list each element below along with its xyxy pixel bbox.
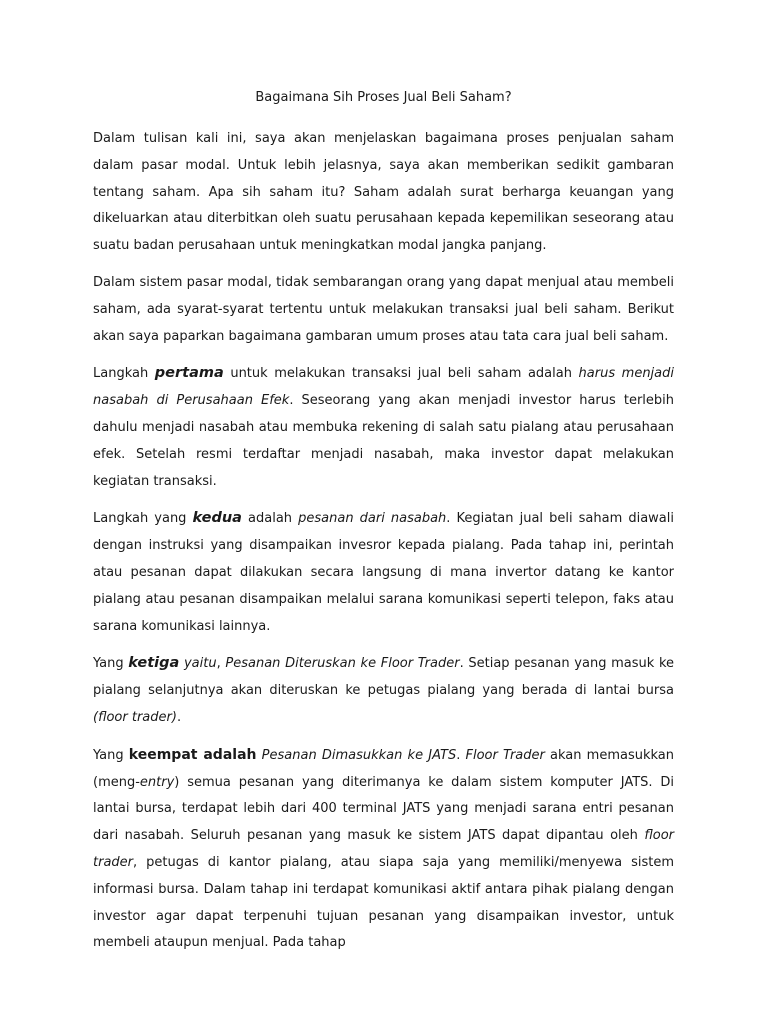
step-two-italic: pesanan dari nasabah — [298, 511, 447, 527]
step-three-comma: , — [216, 656, 226, 672]
step-two-rest: . Kegiatan jual beli saham diawali dengan instruksi yang disampaikan invesror kepada pialang. Pada tahap ini, perintah atau pesanan dapat dilakukan secara langsung di mana invertor datang ke kantor pialang atau pesanan disampaikan melalui sarana komunikasi seperti telepon, faks atau sarana komunikasi lainnya. — [93, 511, 674, 634]
step-three-end: . — [176, 709, 182, 725]
step-four-lead: Yang — [93, 747, 129, 763]
step-four-rest: , petugas di kantor pialang, atau siapa saja yang memiliki/menyewa sistem informasi bursa. Dalam tahap ini terdapat komunikasi aktif antara pihak pialang dengan investor agar dapat terpenuhi tujuan pesanan yang disampaikan investor, untuk membeli ataupun menjual. Pada tahap — [93, 854, 674, 951]
step-three-lead: Yang — [93, 656, 129, 672]
step-four-italic: Pesanan Dimasukkan ke JATS — [261, 747, 457, 763]
paragraph-step-three — [93, 650, 674, 731]
step-one-italic: harus menjadi nasabah di Perusahaan Efek — [93, 366, 674, 409]
step-one-lead: Langkah — [93, 366, 155, 382]
step-three-italic: Pesanan Diteruskan ke Floor Trader — [225, 656, 460, 672]
step-four-keyword: keempat adalah — [128, 746, 257, 763]
step-three-rest: . Setiap pesanan yang masuk ke pialang selanjutnya akan diteruskan ke petugas pialang yang berada di lantai bursa — [93, 656, 675, 699]
step-four-floor-trader: Floor Trader — [465, 747, 545, 763]
step-four-text: akan memasukkan (meng- — [93, 747, 674, 790]
step-two-text: adalah — [241, 511, 299, 527]
paragraph-step-four — [93, 742, 674, 957]
step-four-entry: entry — [139, 774, 175, 790]
step-one-keyword: pertama — [154, 365, 224, 382]
step-one-text: untuk melakukan transaksi jual beli saham adalah — [223, 366, 579, 382]
paragraph-intro: Dalam tulisan kali ini, saya akan menjelaskan bagaimana proses penjualan saham dalam pasar modal. Untuk lebih jelasnya, saya akan memberikan sedikit gambaran tentang saham. Apa sih saham itu? Saham adalah surat berharga keuangan yang dikeluarkan atau diterbitkan oleh suatu perusahaan kepada kepemilikan seseorang atau suatu badan perusahaan untuk meningkatkan modal jangka panjang. — [93, 131, 674, 254]
step-four-sep: . — [456, 747, 466, 763]
step-four-floor-trader-2: floor trader — [93, 828, 674, 870]
step-three-keyword: ketiga — [128, 655, 180, 672]
step-three-floor-trader: (floor trader) — [93, 709, 177, 725]
paragraph-system: Dalam sistem pasar modal, tidak sembarangan orang yang dapat menjual atau membeli saham, ada syarat-syarat tertentu untuk melakukan transaksi jual beli saham. Berikut akan saya paparkan bagaimana gambaran umum proses atau tata cara jual beli saham. — [93, 274, 674, 344]
step-two-lead: Langkah yang — [93, 511, 193, 527]
step-three-yaitu: yaitu — [183, 656, 217, 672]
step-four-body: ) semua pesanan yang diterimanya ke dalam sistem komputer JATS. Di lantai bursa, terdapat lebih dari 400 terminal JATS yang menjadi sarana entri pesanan dari nasabah. Seluruh pesanan yang masuk ke sistem JATS dapat dipantau oleh — [93, 774, 674, 844]
step-two-keyword: kedua — [192, 510, 242, 527]
step-one-rest: . Seseorang yang akan menjadi investor harus terlebih dahulu menjadi nasabah atau membuka rekening di salah satu pialang atau perusahaan efek. Setelah resmi terdaftar menjadi nasabah, maka investor dapat melakukan kegiatan transaksi. — [93, 393, 674, 489]
document-title: Bagaimana Sih Proses Jual Beli Saham? — [255, 90, 512, 105]
paragraph-step-two — [93, 505, 674, 640]
paragraph-step-one — [93, 360, 674, 495]
